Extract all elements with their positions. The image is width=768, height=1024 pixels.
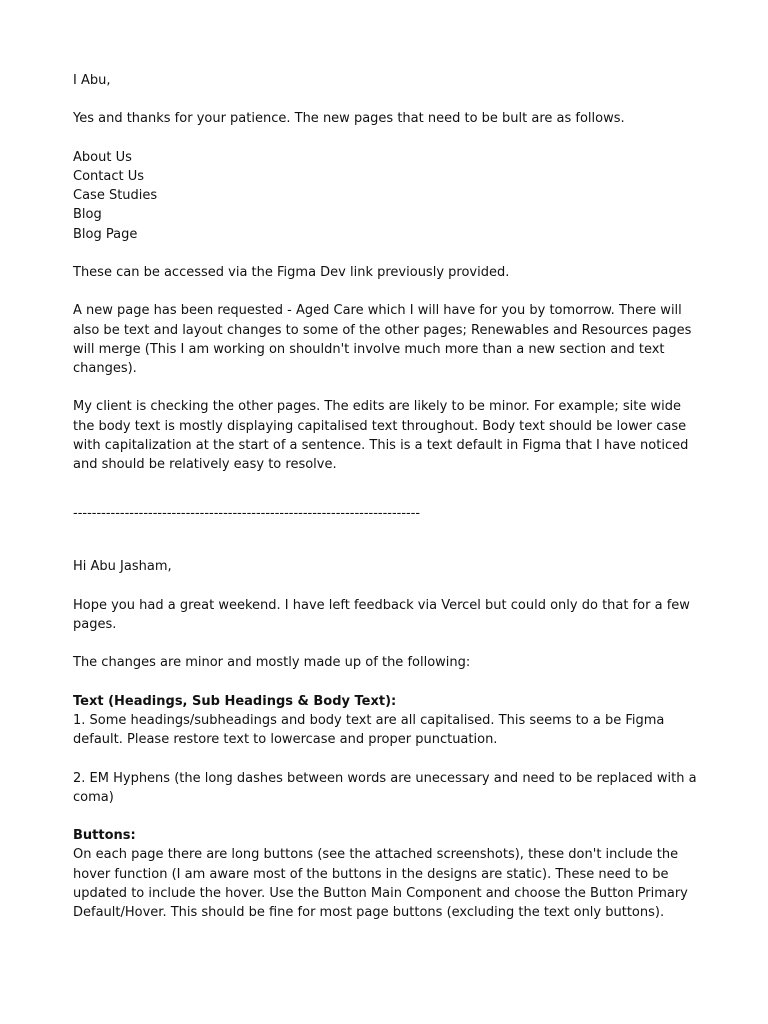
buttons-section-heading: Buttons: bbox=[73, 828, 136, 844]
new-page-paragraph: A new page has been requested - Aged Care which I will have for you by tomorrow. There will also be text and layout changes to some of the other pages; Renewables and Resources pages will merge (This I am working on shouldn't involve much more than a new section and text changes). bbox=[73, 303, 692, 376]
text-item-1: 1. Some headings/subheadings and body text are all capitalised. This seems to a be Figma default. Please restore text to lowercase and proper punctuation. bbox=[73, 712, 665, 748]
intro-paragraph-2: Hope you had a great weekend. I have left feedback via Vercel but could only do that for a few pages. bbox=[73, 597, 690, 632]
email-document bbox=[73, 71, 703, 922]
client-paragraph: My client is checking the other pages. The edits are likely to be minor. For example; site wide the body text is mostly displaying capitalised text throughout. Body text should be lower case with capitalization at the start of a sentence. This is a text default in Figma that I have noticed and should be relatively easy to resolve. bbox=[73, 399, 689, 472]
list-item: Blog bbox=[73, 207, 102, 223]
changes-paragraph: The changes are minor and mostly made up of the following: bbox=[73, 655, 471, 671]
list-item: About Us bbox=[73, 149, 132, 165]
list-item: Case Studies bbox=[73, 188, 158, 204]
text-section-heading: Text (Headings, Sub Headings & Body Text): bbox=[73, 693, 397, 709]
list-item: Blog Page bbox=[73, 226, 138, 242]
text-item-2: 2. EM Hyphens (the long dashes between words are unecessary and need to be replaced with a coma) bbox=[73, 770, 697, 805]
pages-list bbox=[73, 148, 703, 244]
access-paragraph: These can be accessed via the Figma Dev link previously provided. bbox=[73, 264, 510, 280]
buttons-paragraph: On each page there are long buttons (see the attached screenshots), these don't include the hover function (I am aware most of the buttons in the designs are static). These need to be updated to include the hover. Use the Button Main Component and choose the Button Primary Default/Hover. This should be fine for most page buttons (excluding the text only buttons). bbox=[73, 847, 688, 920]
greeting-2: Hi Abu Jasham, bbox=[73, 559, 172, 575]
greeting-1: I Abu, bbox=[73, 73, 111, 88]
intro-paragraph-1: Yes and thanks for your patience. The new pages that need to be bult are as follows. bbox=[73, 111, 625, 127]
list-item: Contact Us bbox=[73, 168, 144, 184]
divider-line: -------------------------------------------------------------------------- bbox=[73, 506, 421, 522]
